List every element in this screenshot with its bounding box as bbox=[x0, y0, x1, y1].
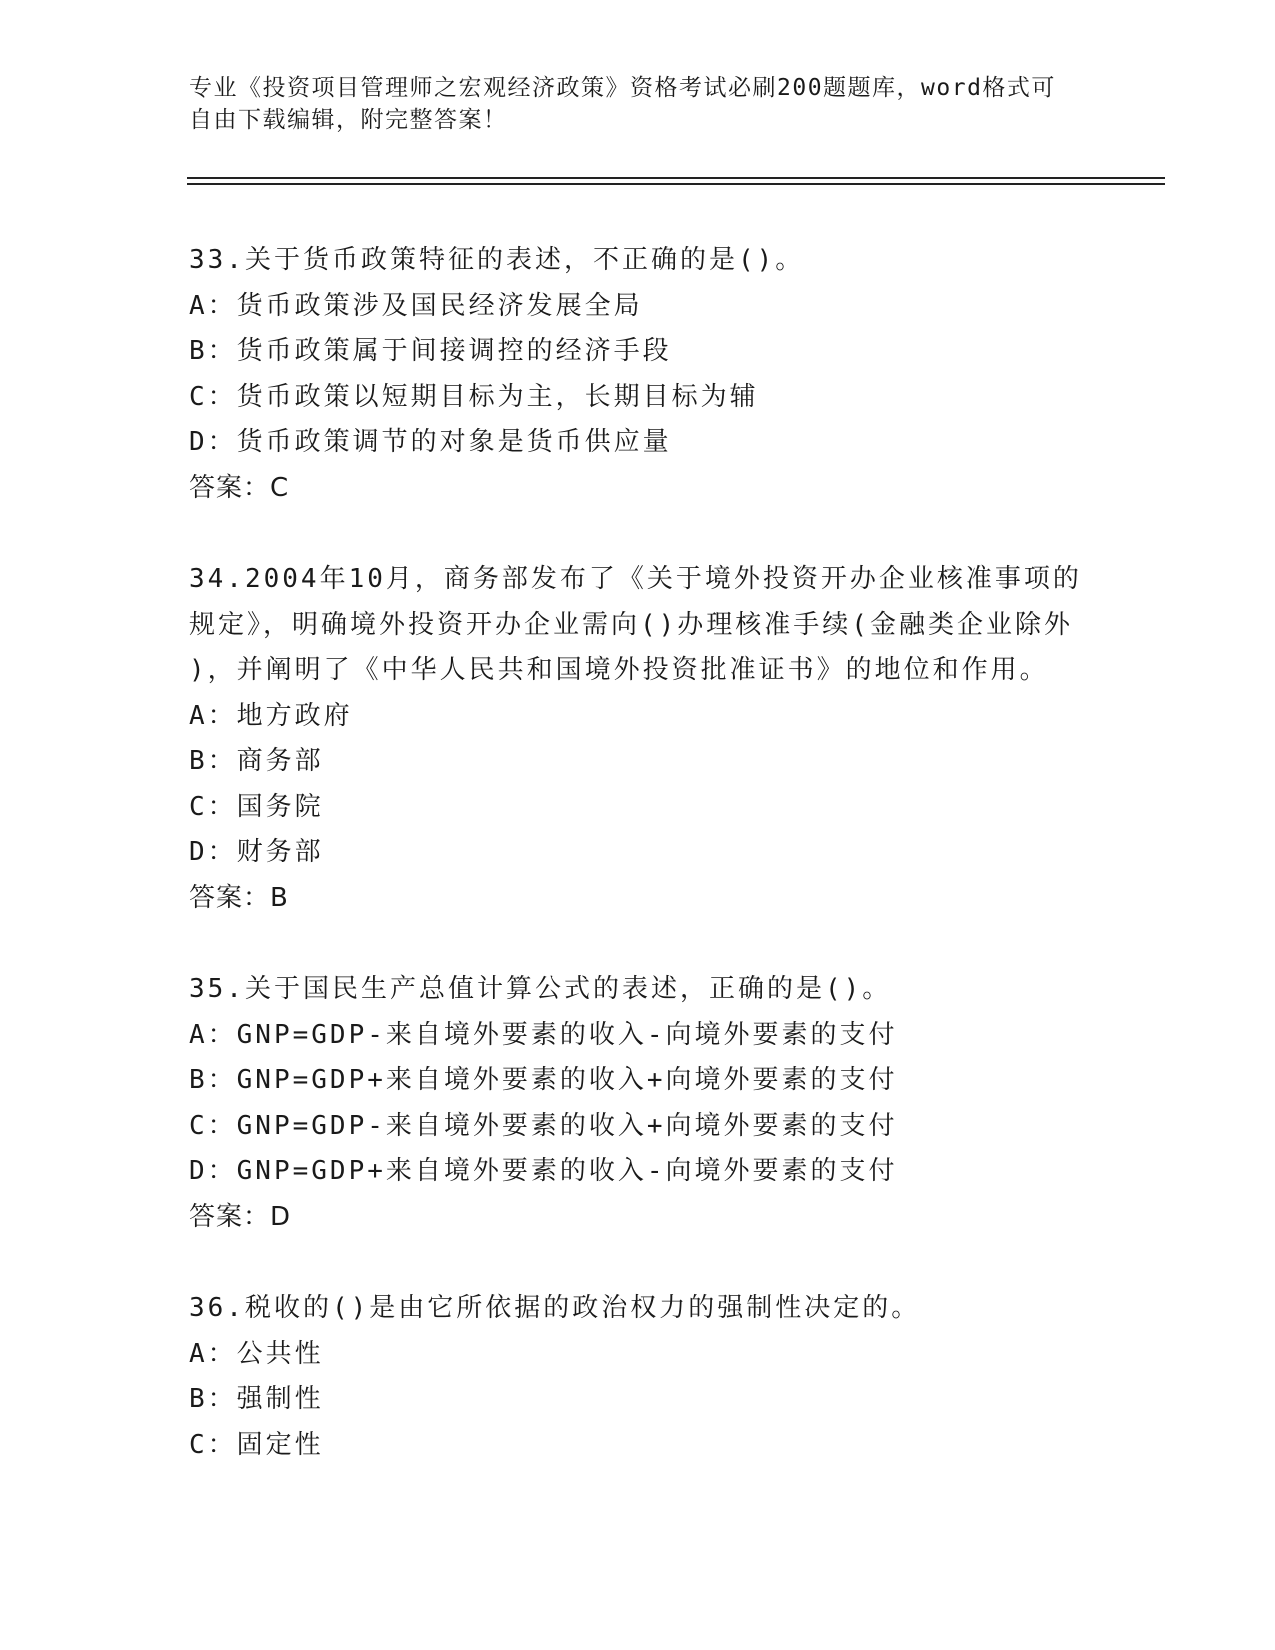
question-text: 36.税收的()是由它所依据的政治权力的强制性决定的。 bbox=[189, 1293, 921, 1323]
option-c: C：固定性 bbox=[189, 1429, 324, 1460]
question-text: 33.关于货币政策特征的表述，不正确的是()。 bbox=[189, 245, 805, 275]
question-34 bbox=[189, 557, 1149, 921]
option-b: B：商务部 bbox=[189, 746, 324, 776]
answer-key: 答案：D bbox=[189, 1201, 292, 1232]
header-divider-bottom bbox=[187, 183, 1165, 185]
question-33 bbox=[189, 238, 1149, 511]
question-list bbox=[189, 238, 1149, 1514]
option-a: A：公共性 bbox=[189, 1338, 324, 1369]
answer-key: 答案：C bbox=[189, 472, 290, 503]
option-b: B：强制性 bbox=[189, 1384, 324, 1414]
option-b: B：GNP=GDP+来自境外要素的收入+向境外要素的支付 bbox=[189, 1065, 898, 1095]
option-b: B：货币政策属于间接调控的经济手段 bbox=[189, 336, 672, 366]
option-d: D：GNP=GDP+来自境外要素的收入-向境外要素的支付 bbox=[189, 1156, 898, 1186]
header-line-2: 自由下载编辑，附完整答案！ bbox=[189, 107, 508, 133]
document-header bbox=[189, 72, 1089, 136]
option-c: C：货币政策以短期目标为主，长期目标为辅 bbox=[189, 381, 759, 412]
question-35 bbox=[189, 967, 1149, 1240]
question-text: 35.关于国民生产总值计算公式的表述，正确的是()。 bbox=[189, 974, 892, 1004]
question-36 bbox=[189, 1286, 1149, 1468]
answer-key: 答案：B bbox=[189, 882, 289, 913]
question-text: )，并阐明了《中华人民共和国境外投资批准证书》的地位和作用。 bbox=[189, 655, 1049, 685]
option-c: C：国务院 bbox=[189, 791, 324, 822]
option-c: C：GNP=GDP-来自境外要素的收入+向境外要素的支付 bbox=[189, 1110, 898, 1141]
question-text: 34.2004年10月，商务部发布了《关于境外投资开办企业核准事项的 bbox=[189, 564, 1082, 594]
option-d: D：财务部 bbox=[189, 837, 324, 867]
option-d: D：货币政策调节的对象是货币供应量 bbox=[189, 427, 672, 457]
option-a: A：地方政府 bbox=[189, 700, 353, 731]
header-line-1: 专业《投资项目管理师之宏观经济政策》资格考试必刷200题题库，word格式可 bbox=[189, 75, 1056, 101]
option-a: A：GNP=GDP-来自境外要素的收入-向境外要素的支付 bbox=[189, 1019, 898, 1050]
header-divider-top bbox=[187, 177, 1165, 179]
question-text: 规定》，明确境外投资开办企业需向()办理核准手续(金融类企业除外 bbox=[189, 609, 1073, 640]
option-a: A：货币政策涉及国民经济发展全局 bbox=[189, 290, 643, 321]
